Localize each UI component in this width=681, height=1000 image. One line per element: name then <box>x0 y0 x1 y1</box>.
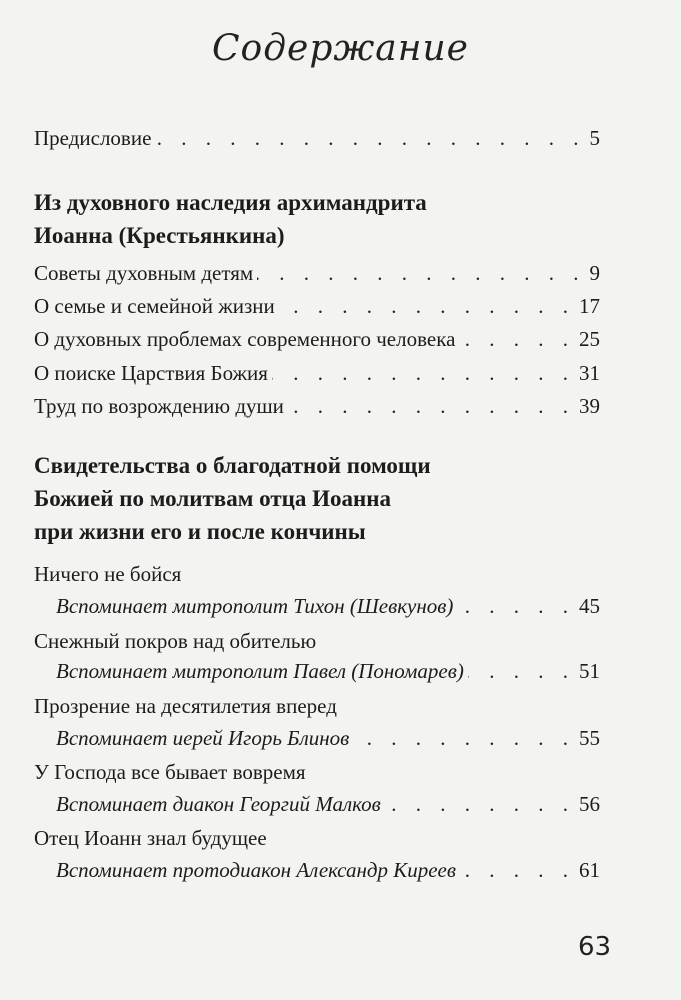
entry-page: 9 <box>589 261 600 285</box>
heading-line: Из духовного наследия архимандрита <box>34 190 427 215</box>
entry-page: 39 <box>579 394 600 418</box>
toc-item-title: Отец Иоанн знал будущее <box>34 826 267 850</box>
dot-leader <box>468 659 575 684</box>
toc-entry <box>34 361 600 386</box>
toc-item-title: У Господа все бывает вовремя <box>34 760 306 784</box>
entry-author: Вспоминает диакон Георгий Малков <box>56 792 381 816</box>
page-title: Содержание <box>212 28 469 69</box>
dot-leader <box>279 294 575 319</box>
heading-line: при жизни его и после кончины <box>34 519 366 544</box>
section-heading-2 <box>34 449 634 548</box>
entry-label: О поиске Царствия Божия <box>34 361 268 385</box>
entry-page: 31 <box>579 361 600 385</box>
toc-entry-author <box>56 594 600 619</box>
entry-page: 51 <box>579 659 600 683</box>
toc-entry <box>34 394 600 419</box>
toc-entry-author <box>56 659 600 684</box>
entry-page: 17 <box>579 294 600 318</box>
dot-leader <box>155 126 585 151</box>
toc-entry <box>34 261 600 286</box>
page-number: 63 <box>578 932 612 962</box>
toc-item-title: Прозрение на десятилетия вперед <box>34 694 337 718</box>
entry-page: 56 <box>579 792 600 816</box>
entry-author: Вспоминает иерей Игорь Блинов <box>56 726 350 750</box>
entry-author: Вспоминает митрополит Тихон (Шевкунов) <box>56 594 454 618</box>
entry-label: О духовных проблемах современного человека <box>34 327 456 351</box>
entry-page: 55 <box>579 726 600 750</box>
entry-author: Вспоминает митрополит Павел (Пономарев) <box>56 659 464 683</box>
dot-leader <box>353 726 575 751</box>
dot-leader <box>457 594 575 619</box>
heading-line: Свидетельства о благодатной помощи <box>34 453 431 478</box>
dot-leader <box>385 792 575 817</box>
entry-label: О семье и семейной жизни <box>34 294 275 318</box>
entry-label: Труд по возрождению души <box>34 394 284 418</box>
entry-label: Предисловие <box>34 126 152 150</box>
toc-item-title: Снежный покров над обителью <box>34 629 317 653</box>
toc-entry <box>34 294 600 319</box>
dot-leader <box>257 261 585 286</box>
entry-page: 25 <box>579 327 600 351</box>
dot-leader <box>459 327 575 352</box>
toc-item-title: Ничего не бойся <box>34 562 182 586</box>
toc-entry-preface <box>34 126 600 151</box>
heading-line: Иоанна (Крестьянкина) <box>34 223 285 248</box>
dot-leader <box>460 858 575 883</box>
entry-page: 5 <box>589 126 600 150</box>
toc-entry-author <box>56 726 600 751</box>
entry-page: 45 <box>579 594 600 618</box>
heading-line: Божией по молитвам отца Иоанна <box>34 486 392 511</box>
entry-label: Советы духовным детям <box>34 261 254 285</box>
dot-leader <box>272 361 575 386</box>
entry-page: 61 <box>579 858 600 882</box>
toc-entry-author <box>56 858 600 883</box>
dot-leader <box>288 394 575 419</box>
toc-entry-author <box>56 792 600 817</box>
toc-entry <box>34 327 600 352</box>
section-heading-1 <box>34 186 634 252</box>
entry-author: Вспоминает протодиакон Александр Киреев <box>56 858 456 882</box>
